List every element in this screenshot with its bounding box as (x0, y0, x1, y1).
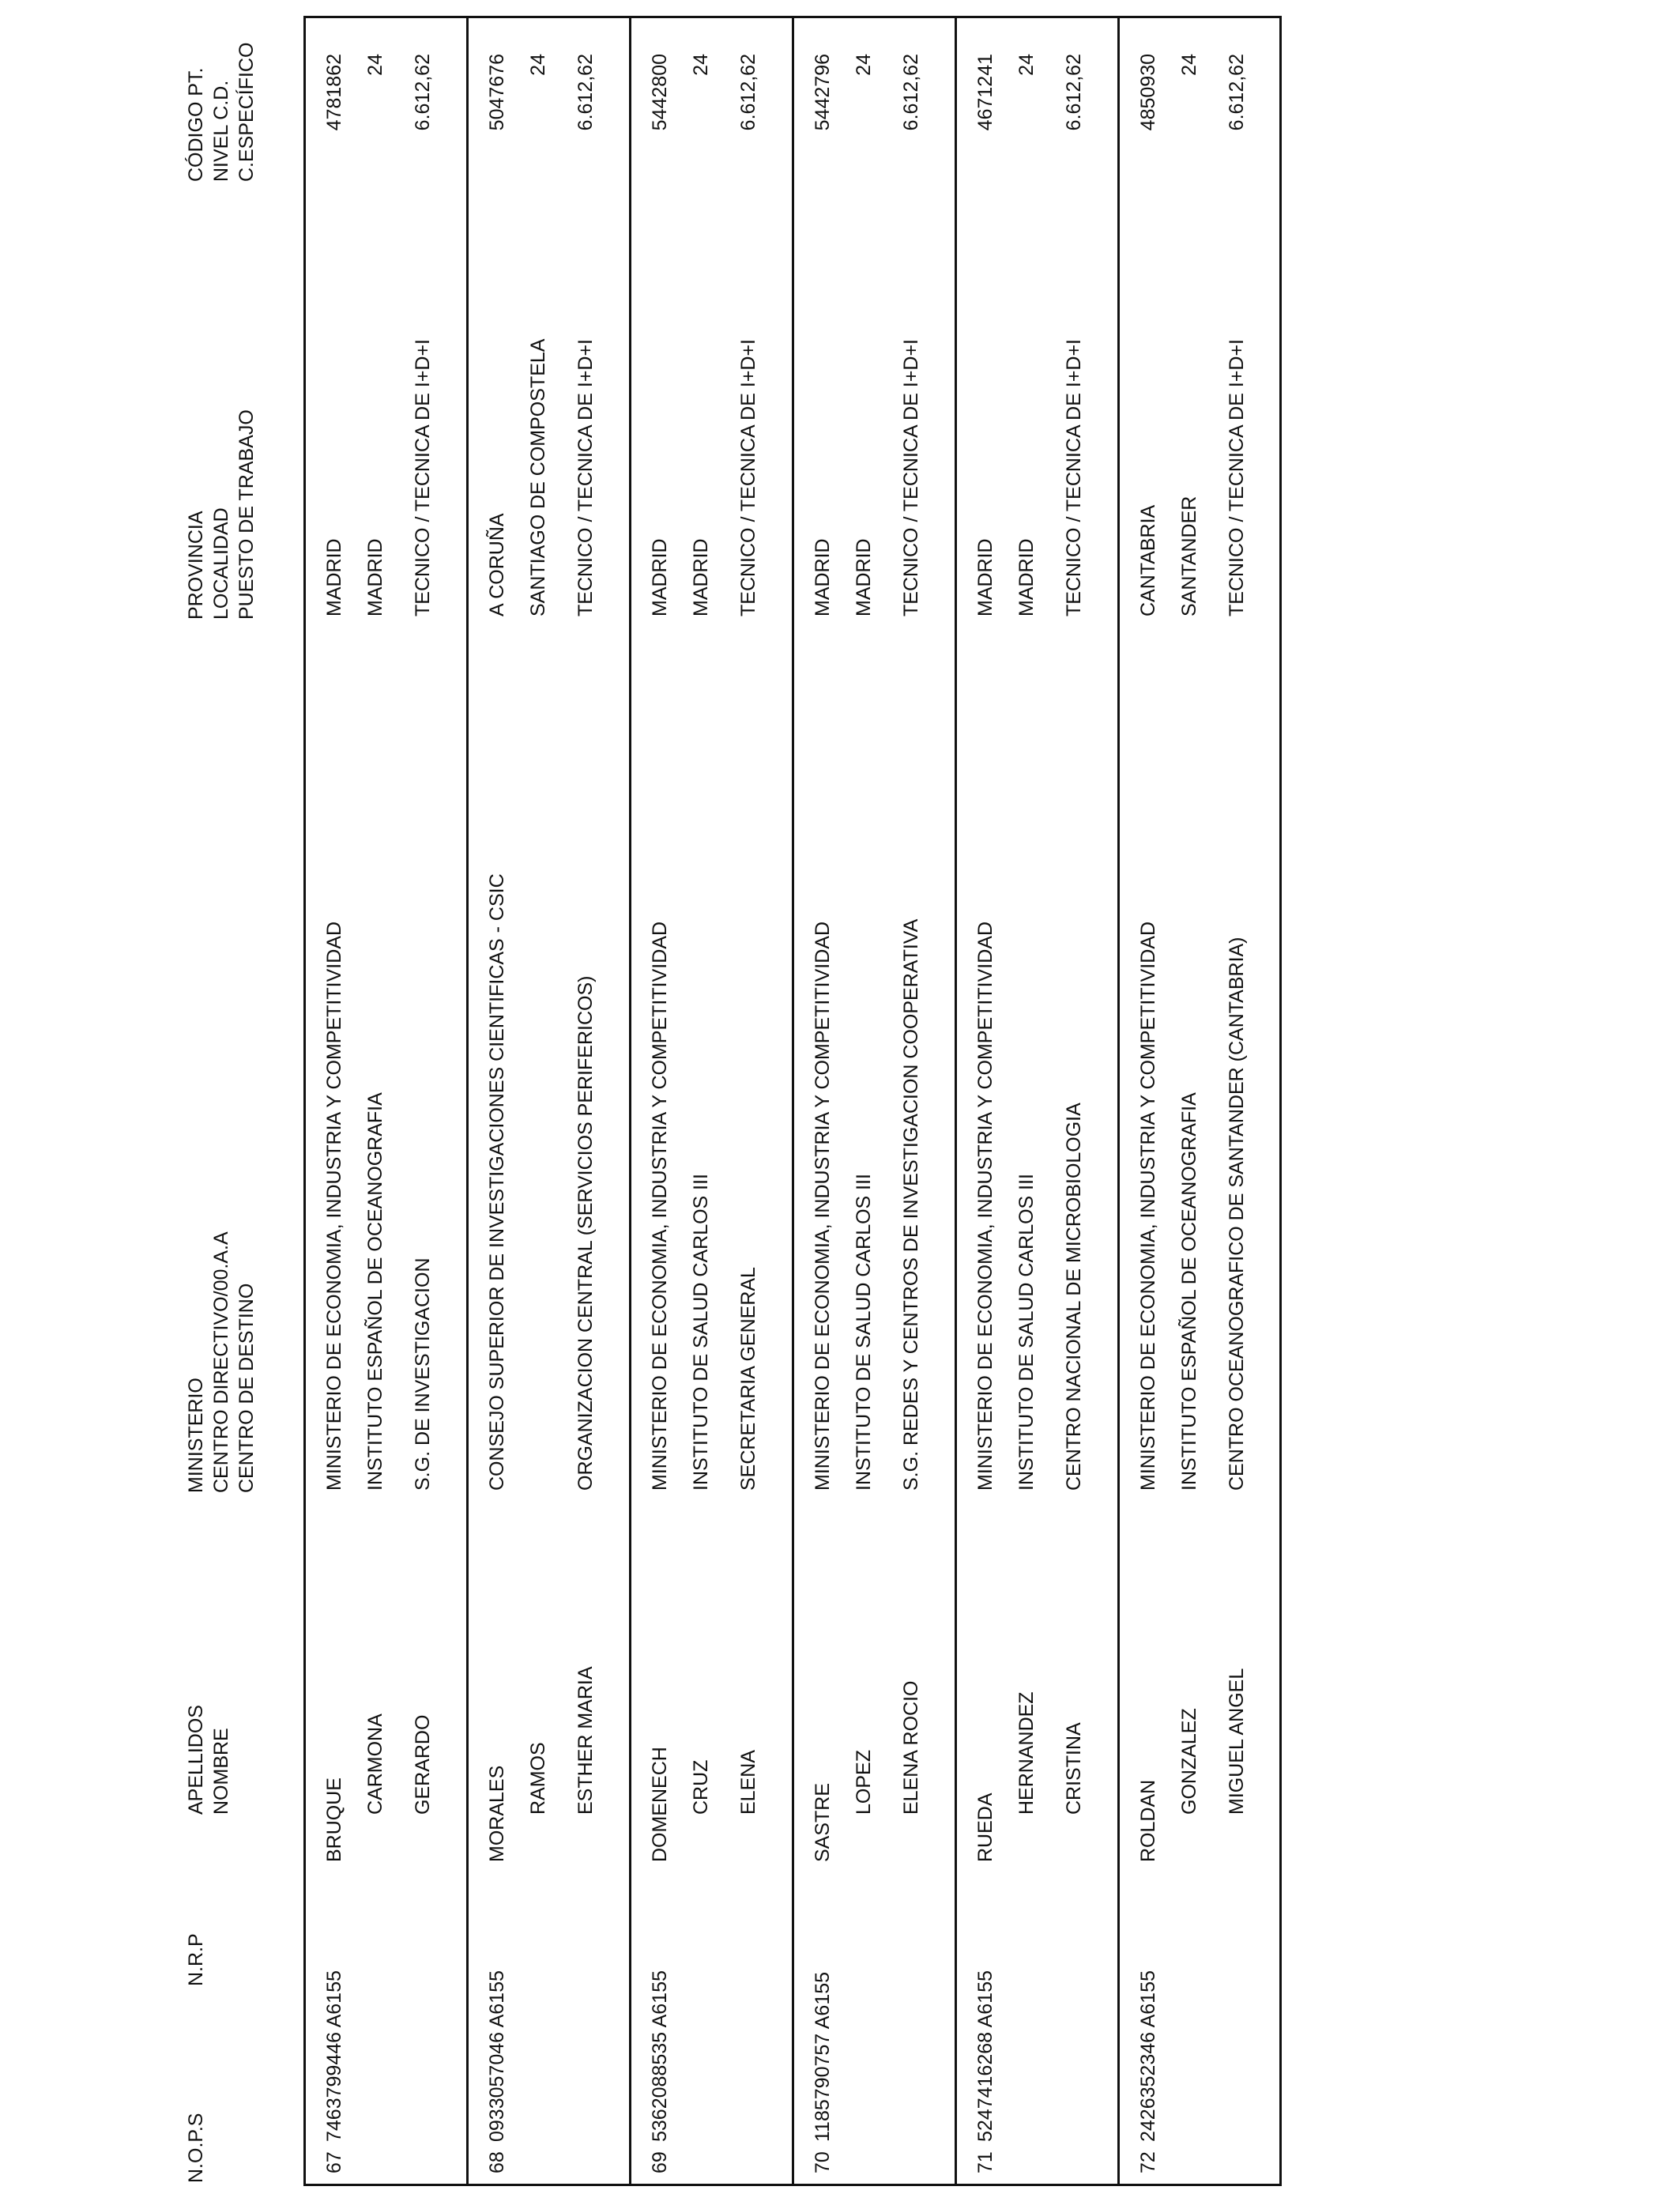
cell-nrp: 0933057046 A6155 (486, 1970, 508, 2142)
cell-nombre: CRISTINA (1063, 1722, 1085, 1815)
cell-nops: 68 (486, 2151, 508, 2173)
cell-centro-destino: SECRETARIA GENERAL (737, 1267, 759, 1491)
cell-apellido1: SASTRE (812, 1782, 834, 1862)
table-row (306, 18, 464, 2184)
cell-puesto: TECNICO / TECNICA DE I+D+I (737, 338, 759, 616)
cell-apellido1: DOMENECH (649, 1747, 671, 1862)
cell-localidad: SANTANDER (1178, 496, 1200, 616)
cell-nrp: 7463799446 A6155 (323, 1970, 345, 2142)
header-provincia-localidad-puesto: PROVINCIA LOCALIDAD PUESTO DE TRABAJO (185, 409, 258, 620)
cell-nops: 67 (323, 2151, 345, 2173)
cell-apellido2: HERNANDEZ (1015, 1691, 1038, 1815)
cell-apellido2: GONZALEZ (1178, 1708, 1200, 1815)
header-ministerio-centro: MINISTERIO CENTRO DIRECTIVO/00.A.A CENTRO DE DESTINO (185, 1231, 258, 1493)
cell-puesto: TECNICO / TECNICA DE I+D+I (574, 338, 597, 616)
cell-puesto: TECNICO / TECNICA DE I+D+I (412, 338, 434, 616)
cell-apellido1: RUEDA (974, 1793, 996, 1862)
cell-provincia: MADRID (649, 538, 671, 616)
cell-ministerio: MINISTERIO DE ECONOMIA, INDUSTRIA Y COMPETITIVIDAD (323, 922, 345, 1491)
table-row (957, 18, 1115, 2184)
cell-centro-directivo: INSTITUTO ESPAÑOL DE OCEANOGRAFIA (364, 1092, 386, 1491)
cell-localidad: SANTIAGO DE COMPOSTELA (527, 338, 549, 616)
cell-nivel: 24 (527, 54, 549, 76)
cell-nops: 71 (974, 2151, 996, 2173)
cell-codigo: 4781862 (323, 54, 345, 131)
cell-centro-destino: S.G. REDES Y CENTROS DE INVESTIGACION COOPERATIVA (900, 918, 922, 1491)
cell-nombre: ELENA ROCIO (900, 1680, 922, 1815)
cell-centro-directivo: INSTITUTO DE SALUD CARLOS III (853, 1173, 875, 1491)
cell-provincia: MADRID (974, 538, 996, 616)
cell-ministerio: CONSEJO SUPERIOR DE INVESTIGACIONES CIENTIFICAS - CSIC (486, 873, 508, 1491)
cell-localidad: MADRID (690, 538, 712, 616)
cell-nrp: 5362088535 A6155 (649, 1970, 671, 2142)
cell-nops: 72 (1137, 2151, 1159, 2173)
cell-codigo: 4671241 (974, 54, 996, 131)
table-row (631, 18, 789, 2184)
cell-nops: 69 (649, 2151, 671, 2173)
cell-provincia: MADRID (323, 538, 345, 616)
cell-centro-directivo: INSTITUTO DE SALUD CARLOS III (690, 1173, 712, 1491)
cell-centro-destino: S.G. DE INVESTIGACION (412, 1257, 434, 1491)
cell-provincia: MADRID (812, 538, 834, 616)
cell-codigo: 5442796 (812, 54, 834, 131)
cell-ministerio: MINISTERIO DE ECONOMIA, INDUSTRIA Y COMPETITIVIDAD (812, 922, 834, 1491)
cell-codigo: 5047676 (486, 54, 508, 131)
cell-nombre: GERARDO (412, 1714, 434, 1815)
cell-localidad: MADRID (364, 538, 386, 616)
cell-codigo: 5442800 (649, 54, 671, 131)
cell-nivel: 24 (1178, 54, 1200, 76)
cell-puesto: TECNICO / TECNICA DE I+D+I (1063, 338, 1085, 616)
cell-puesto: TECNICO / TECNICA DE I+D+I (1226, 338, 1248, 616)
header-nrp: N.R.P (185, 1933, 207, 1986)
cell-apellido2: CRUZ (690, 1759, 712, 1815)
cell-apellido2: LOPEZ (853, 1750, 875, 1815)
cell-apellido1: MORALES (486, 1765, 508, 1862)
cell-especifico: 6.612,62 (1226, 54, 1248, 131)
cell-especifico: 6.612,62 (900, 54, 922, 131)
cell-centro-destino: CENTRO NACIONAL DE MICROBIOLOGIA (1063, 1103, 1085, 1491)
cell-provincia: CANTABRIA (1137, 504, 1159, 616)
cell-centro-directivo: INSTITUTO ESPAÑOL DE OCEANOGRAFIA (1178, 1092, 1200, 1491)
cell-especifico: 6.612,62 (737, 54, 759, 131)
cell-nops: 70 (812, 2151, 834, 2173)
cell-nrp: 5247416268 A6155 (974, 1970, 996, 2142)
header-apellidos-nombre: APELLIDOS NOMBRE (185, 1705, 232, 1815)
cell-apellido1: ROLDAN (1137, 1779, 1159, 1862)
cell-especifico: 6.612,62 (412, 54, 434, 131)
cell-provincia: A CORUÑA (486, 513, 508, 616)
cell-apellido1: BRUQUE (323, 1777, 345, 1862)
cell-centro-directivo: INSTITUTO DE SALUD CARLOS III (1015, 1173, 1038, 1491)
cell-especifico: 6.612,62 (574, 54, 597, 131)
cell-nivel: 24 (364, 54, 386, 76)
cell-especifico: 6.612,62 (1063, 54, 1085, 131)
cell-ministerio: MINISTERIO DE ECONOMIA, INDUSTRIA Y COMPETITIVIDAD (974, 922, 996, 1491)
records-table (303, 16, 1282, 2186)
cell-nombre: MIGUEL ANGEL (1226, 1668, 1248, 1815)
cell-nivel: 24 (1015, 54, 1038, 76)
cell-apellido2: CARMONA (364, 1713, 386, 1815)
table-row (794, 18, 952, 2184)
cell-codigo: 4850930 (1137, 54, 1159, 131)
cell-ministerio: MINISTERIO DE ECONOMIA, INDUSTRIA Y COMPETITIVIDAD (649, 922, 671, 1491)
cell-nivel: 24 (853, 54, 875, 76)
cell-localidad: MADRID (1015, 538, 1038, 616)
cell-nivel: 24 (690, 54, 712, 76)
cell-centro-destino: CENTRO OCEANOGRAFICO DE SANTANDER (CANTABRIA) (1226, 937, 1248, 1491)
cell-puesto: TECNICO / TECNICA DE I+D+I (900, 338, 922, 616)
header-nops: N.O.P.S (185, 2113, 207, 2183)
cell-nombre: ESTHER MARIA (574, 1666, 597, 1815)
cell-nombre: ELENA (737, 1750, 759, 1815)
cell-apellido2: RAMOS (527, 1742, 549, 1815)
cell-nrp: 1185790757 A6155 (812, 1971, 834, 2142)
table-row (469, 18, 627, 2184)
cell-nrp: 2426352346 A6155 (1137, 1970, 1159, 2142)
cell-centro-destino: ORGANIZACION CENTRAL (SERVICIOS PERIFERICOS) (574, 975, 597, 1491)
cell-localidad: MADRID (853, 538, 875, 616)
header-codigo-nivel-especifico: CÓDIGO PT. NIVEL C.D. C.ESPECÍFICO (185, 42, 258, 182)
cell-ministerio: MINISTERIO DE ECONOMIA, INDUSTRIA Y COMPETITIVIDAD (1137, 922, 1159, 1491)
table-row (1120, 18, 1278, 2184)
